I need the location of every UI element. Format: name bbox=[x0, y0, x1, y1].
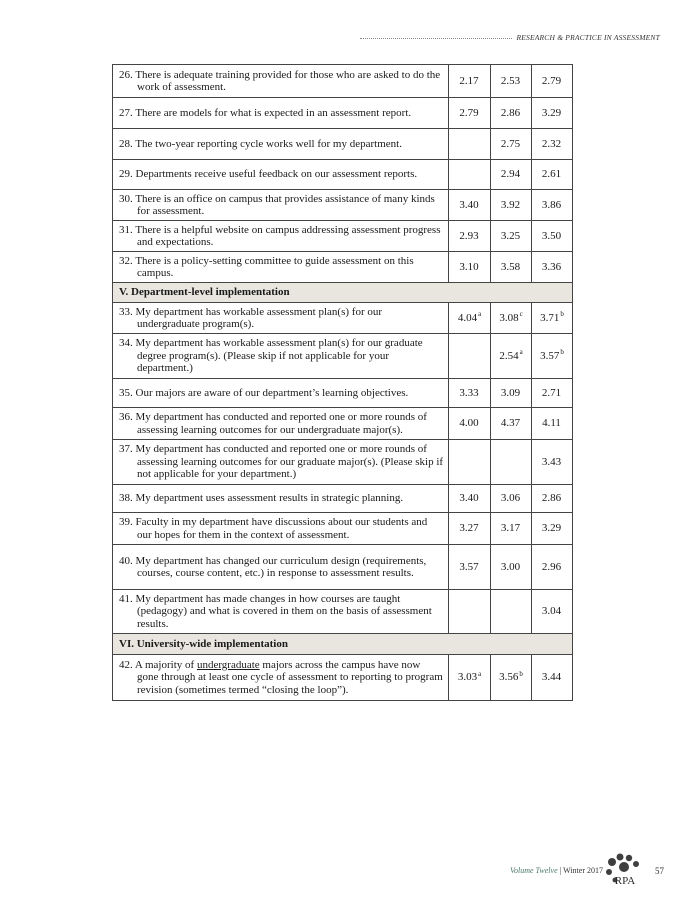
score-cell-2 bbox=[491, 590, 532, 634]
table-row bbox=[113, 98, 573, 129]
score-cell-2: 3.09 bbox=[491, 379, 532, 408]
question-number: 27. bbox=[119, 106, 133, 119]
score-cell-1: 3.10 bbox=[449, 252, 491, 283]
table-row bbox=[113, 408, 573, 440]
question-number: 42. bbox=[119, 658, 133, 671]
question-number: 41. bbox=[119, 592, 133, 605]
table-row bbox=[113, 303, 573, 334]
table-row bbox=[113, 160, 573, 190]
question-text: There is a policy-setting committee to guide assessment on this campus. bbox=[135, 254, 414, 279]
score-cell-1: 4.00 bbox=[449, 408, 491, 440]
question-number: 38. bbox=[119, 492, 133, 505]
score-cell-2: 3.00 bbox=[491, 545, 532, 590]
question-cell bbox=[113, 221, 449, 252]
table-row bbox=[113, 440, 573, 485]
question-text: The two-year reporting cycle works well for my department. bbox=[135, 137, 402, 150]
question-text-pre: A majority of bbox=[134, 658, 197, 671]
question-cell bbox=[113, 545, 449, 590]
header-dotted-rule bbox=[360, 38, 512, 39]
question-text: There is adequate training provided for those who are asked to do the work of assessment. bbox=[135, 68, 441, 93]
question-cell bbox=[113, 129, 449, 160]
question-text: My department has conducted and reported one or more rounds of assessing learning outcomes for our graduate major(s). (Please skip if not applicable for your department.) bbox=[135, 443, 444, 481]
score-cell-3: 3.36 bbox=[532, 252, 573, 283]
question-text: My department has made changes in how courses are taught (pedagogy) and what is covered in them on the basis of assessment results. bbox=[135, 592, 432, 630]
question-number: 26. bbox=[119, 68, 133, 81]
score-cell-2: 2.54$^a$ bbox=[491, 334, 532, 379]
score-cell-3: 2.86 bbox=[532, 485, 573, 513]
footer-issue: Winter 2017 bbox=[563, 866, 603, 875]
score-cell-1 bbox=[449, 129, 491, 160]
question-text: There is a helpful website on campus addressing assessment progress and expectations. bbox=[135, 223, 441, 248]
question-cell bbox=[113, 252, 449, 283]
table-row bbox=[113, 379, 573, 408]
table-row bbox=[113, 655, 573, 701]
footer-volume: Volume Twelve bbox=[510, 866, 558, 875]
question-text-post: majors across the campus have now gone through at least one cycle of assessment to reporting to program revision (sometimes termed “closing the loop”). bbox=[137, 658, 443, 696]
score-cell-3: 2.71 bbox=[532, 379, 573, 408]
score-cell-1: 3.27 bbox=[449, 513, 491, 545]
question-number: 37. bbox=[119, 443, 133, 456]
score-cell-3: 3.50 bbox=[532, 221, 573, 252]
section-header-row bbox=[113, 634, 573, 655]
score-cell-2: 2.75 bbox=[491, 129, 532, 160]
question-text: There are models for what is expected in an assessment report. bbox=[135, 106, 412, 119]
footer-separator: | bbox=[557, 866, 564, 875]
rpa-logo-icon bbox=[604, 853, 644, 889]
table-row bbox=[113, 590, 573, 634]
table-row bbox=[113, 513, 573, 545]
table-row bbox=[113, 129, 573, 160]
score-cell-2 bbox=[491, 440, 532, 485]
score-cell-2: 2.94 bbox=[491, 160, 532, 190]
score-cell-2: 4.37 bbox=[491, 408, 532, 440]
score-cell-1: 2.93 bbox=[449, 221, 491, 252]
score-cell-2: 3.92 bbox=[491, 190, 532, 221]
score-cell-3: 3.29 bbox=[532, 98, 573, 129]
question-number: 30. bbox=[119, 192, 133, 205]
running-header bbox=[360, 33, 660, 42]
question-text: My department has workable assessment plan(s) for our undergraduate program(s). bbox=[135, 305, 383, 330]
question-text-underlined: undergraduate bbox=[196, 658, 260, 671]
question-cell bbox=[113, 655, 449, 701]
page-number: 57 bbox=[655, 866, 664, 876]
score-cell-2: 3.17 bbox=[491, 513, 532, 545]
score-cell-1: 2.17 bbox=[449, 65, 491, 98]
question-text: Our majors are aware of our department’s learning objectives. bbox=[135, 386, 409, 399]
score-cell-3: 2.79 bbox=[532, 65, 573, 98]
score-cell-1: 3.40 bbox=[449, 190, 491, 221]
score-cell-2: 3.06 bbox=[491, 485, 532, 513]
score-cell-2: 3.08$^c$ bbox=[491, 303, 532, 334]
table-row bbox=[113, 65, 573, 98]
page-footer bbox=[510, 866, 603, 875]
score-cell-1 bbox=[449, 440, 491, 485]
score-cell-3: 3.43 bbox=[532, 440, 573, 485]
score-cell-1: 4.04$^a$ bbox=[449, 303, 491, 334]
question-cell bbox=[113, 65, 449, 98]
question-text: My department has conducted and reported one or more rounds of assessing learning outcomes for our undergraduate major(s). bbox=[135, 411, 427, 436]
question-cell bbox=[113, 408, 449, 440]
score-cell-1 bbox=[449, 590, 491, 634]
score-cell-1: 3.03$^a$ bbox=[449, 655, 491, 701]
score-cell-1: 2.79 bbox=[449, 98, 491, 129]
survey-results-table bbox=[112, 64, 573, 701]
question-cell bbox=[113, 334, 449, 379]
question-cell bbox=[113, 303, 449, 334]
score-cell-2: 2.86 bbox=[491, 98, 532, 129]
score-cell-1: 3.40 bbox=[449, 485, 491, 513]
score-cell-3: 3.71$^b$ bbox=[532, 303, 573, 334]
score-cell-3: 2.32 bbox=[532, 129, 573, 160]
table-row bbox=[113, 252, 573, 283]
question-number: 31. bbox=[119, 223, 133, 236]
question-number: 33. bbox=[119, 305, 133, 318]
score-cell-1: 3.57 bbox=[449, 545, 491, 590]
score-cell-2: 3.56$^b$ bbox=[491, 655, 532, 701]
question-cell bbox=[113, 513, 449, 545]
score-cell-3: 3.57$^b$ bbox=[532, 334, 573, 379]
question-cell bbox=[113, 485, 449, 513]
logo-text: RPA bbox=[614, 875, 636, 887]
question-text: Departments receive useful feedback on our assessment reports. bbox=[135, 168, 418, 181]
question-cell bbox=[113, 98, 449, 129]
question-number: 40. bbox=[119, 554, 133, 567]
question-cell bbox=[113, 160, 449, 190]
question-number: 36. bbox=[119, 411, 133, 423]
score-cell-1 bbox=[449, 334, 491, 379]
question-text: There is an office on campus that provides assistance of many kinds for assessment. bbox=[135, 192, 435, 217]
score-cell-1 bbox=[449, 160, 491, 190]
question-text: My department has changed our curriculum design (requirements, courses, course content, etc.) in response to assessment results. bbox=[135, 554, 427, 579]
question-number: 34. bbox=[119, 337, 133, 350]
question-text: My department uses assessment results in strategic planning. bbox=[135, 492, 404, 505]
score-cell-1: 3.33 bbox=[449, 379, 491, 408]
section-header-row bbox=[113, 283, 573, 303]
question-cell bbox=[113, 440, 449, 485]
running-title: RESEARCH & PRACTICE IN ASSESSMENT bbox=[516, 33, 660, 42]
table-row bbox=[113, 221, 573, 252]
score-cell-2: 3.25 bbox=[491, 221, 532, 252]
score-cell-3: 2.61 bbox=[532, 160, 573, 190]
section-title: V. Department-level implementation bbox=[113, 283, 573, 303]
score-cell-2: 2.53 bbox=[491, 65, 532, 98]
score-cell-3: 3.29 bbox=[532, 513, 573, 545]
score-cell-3: 3.04 bbox=[532, 590, 573, 634]
score-cell-3: 3.44 bbox=[532, 655, 573, 701]
question-number: 39. bbox=[119, 516, 133, 528]
question-cell bbox=[113, 190, 449, 221]
question-number: 29. bbox=[119, 168, 133, 181]
question-number: 28. bbox=[119, 137, 133, 150]
question-text: My department has workable assessment plan(s) for our graduate degree program(s). (Please skip if not applicable for your department.) bbox=[135, 337, 423, 375]
question-cell bbox=[113, 590, 449, 634]
score-cell-2: 3.58 bbox=[491, 252, 532, 283]
question-number: 35. bbox=[119, 386, 133, 399]
score-cell-3: 4.11 bbox=[532, 408, 573, 440]
table-row bbox=[113, 334, 573, 379]
section-title: VI. University-wide implementation bbox=[113, 634, 573, 655]
table-row bbox=[113, 545, 573, 590]
question-cell bbox=[113, 379, 449, 408]
table-row bbox=[113, 190, 573, 221]
score-cell-3: 2.96 bbox=[532, 545, 573, 590]
score-cell-3: 3.86 bbox=[532, 190, 573, 221]
question-number: 32. bbox=[119, 254, 133, 267]
table-row bbox=[113, 485, 573, 513]
question-text: Faculty in my department have discussions about our students and our hopes for them in the context of assessment. bbox=[135, 516, 428, 541]
